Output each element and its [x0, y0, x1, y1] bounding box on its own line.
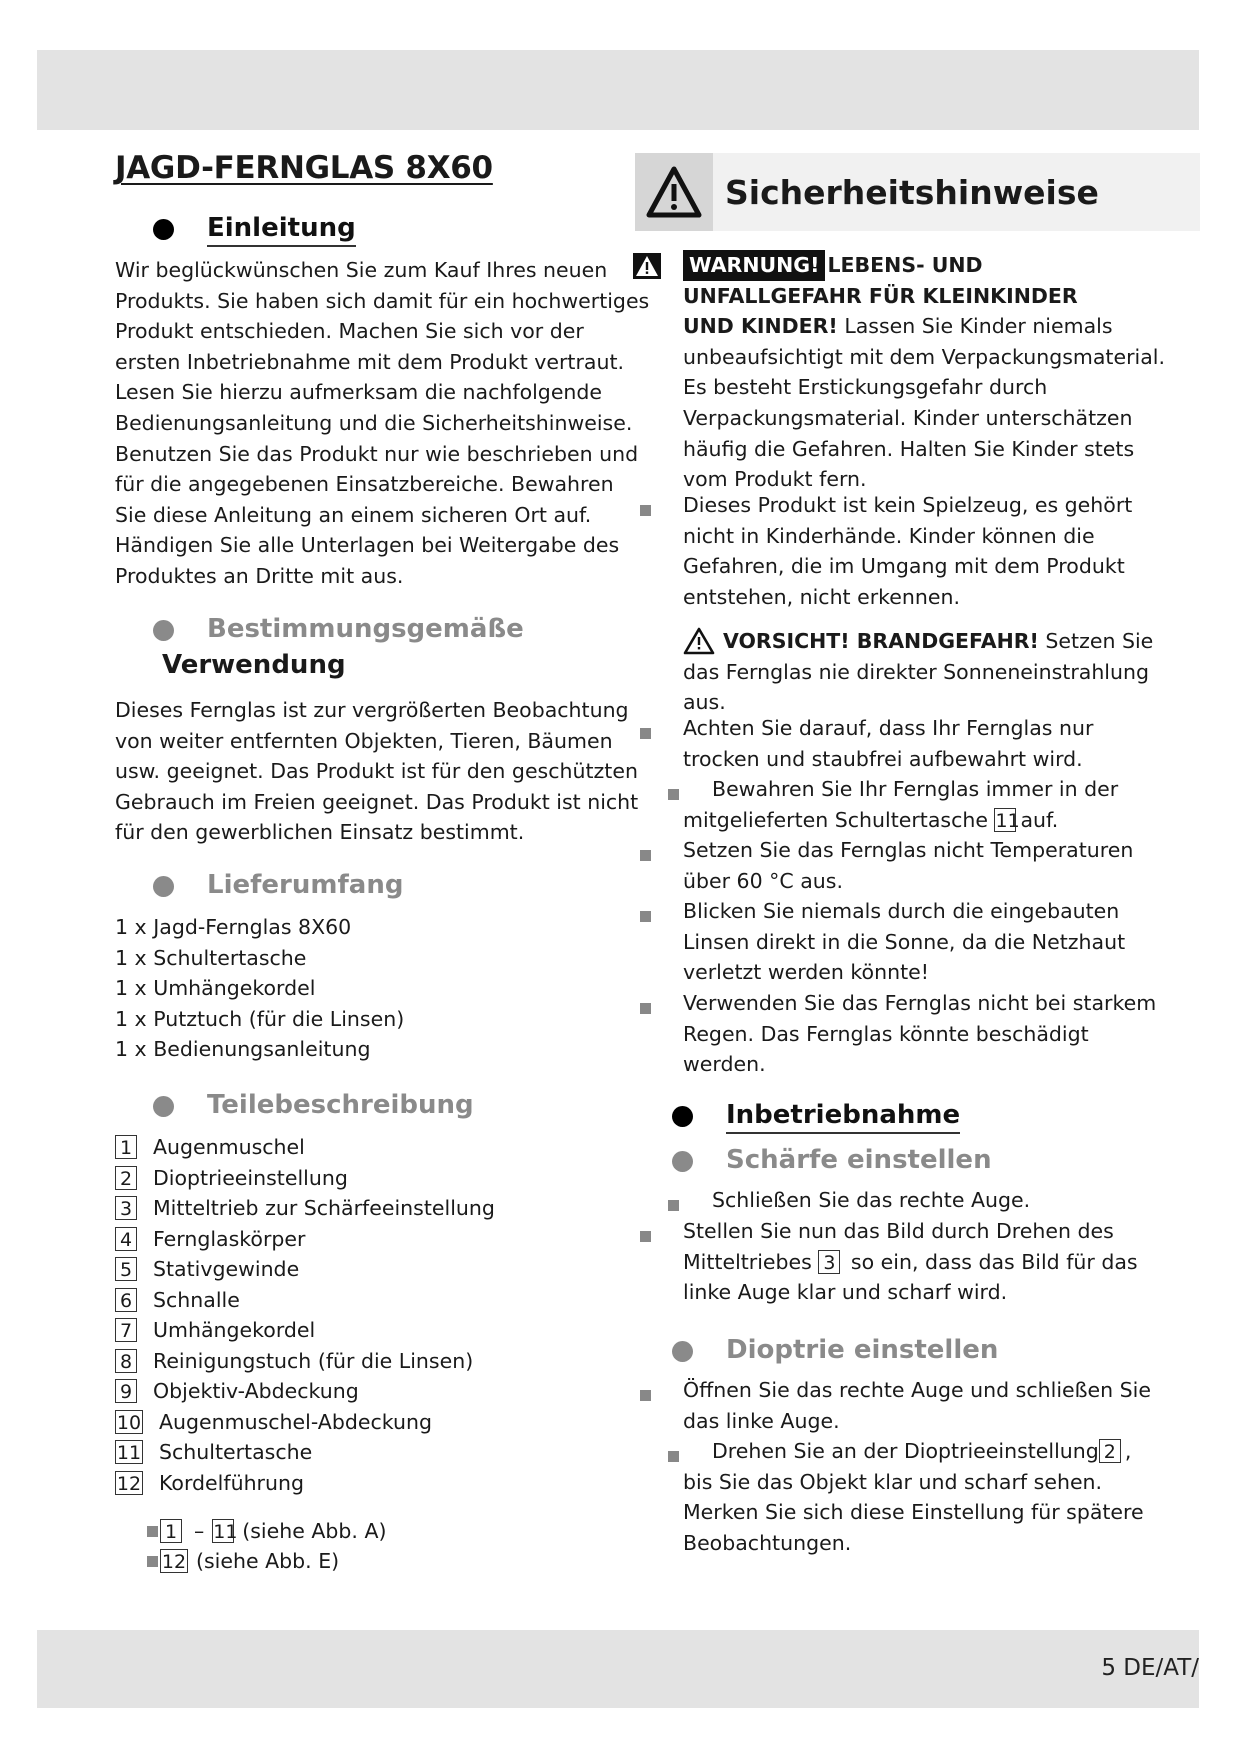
diopter-step-1	[683, 1375, 1183, 1436]
parts-ref-1: 1 – 11 (siehe Abb. A)	[147, 1516, 386, 1547]
footer-band	[37, 1630, 1199, 1708]
square-bullet-icon	[640, 999, 651, 1018]
safety-item-sun	[683, 896, 1183, 988]
part-label: Schultertasche	[159, 1440, 313, 1464]
list-item: 1 x Schultertasche	[115, 945, 307, 970]
focus-step-1: Schließen Sie das rechte Auge.	[712, 1188, 1031, 1212]
part-number: 8	[115, 1349, 137, 1373]
part-number: 5	[115, 1257, 137, 1281]
safety-line: entstehen, nicht erkennen.	[683, 584, 961, 609]
use-line: von weiter entfernten Objekten, Tieren, Bäumen	[115, 728, 613, 753]
safety-line: Verwenden Sie das Fernglas nicht bei starkem	[683, 991, 1157, 1015]
list-item: 1 x Putztuch (für die Linsen)	[115, 1006, 405, 1031]
part-number: 10	[116, 1411, 142, 1434]
part-number: 3	[115, 1196, 137, 1220]
use-line: für den gewerblichen Einsatz bestimmt.	[115, 820, 525, 845]
intro-paragraph	[115, 255, 649, 592]
part-label: Fernglaskörper	[153, 1226, 306, 1251]
part-item	[115, 1346, 495, 1377]
safety-line: Blicken Sie niemals durch die eingebauten	[683, 899, 1120, 923]
square-bullet-icon	[147, 1526, 158, 1537]
warning-small-icon	[633, 253, 661, 279]
part-label: Reinigungstuch (für die Linsen)	[153, 1348, 474, 1373]
diopter-line: Öffnen Sie das rechte Auge und schließen Sie	[683, 1378, 1151, 1402]
part-item	[115, 1437, 495, 1468]
part-item	[115, 1468, 495, 1499]
part-number: 12	[116, 1472, 142, 1495]
bullet-dot-icon	[672, 1341, 693, 1362]
intro-line: Produktes an Dritte mit aus.	[115, 563, 404, 588]
safety-line: werden.	[683, 1052, 766, 1077]
safety-item-storage	[683, 713, 1183, 774]
parts-ref-2: 12 (siehe Abb. E)	[147, 1546, 339, 1577]
diopter-line: Beobachtungen.	[683, 1530, 852, 1555]
part-label: Mitteltrieb zur Schärfeeinstellung	[153, 1196, 495, 1220]
page-number: 5 DE/AT/	[1101, 1655, 1199, 1681]
square-bullet-icon	[640, 501, 651, 520]
bullet-dot-icon	[153, 219, 174, 240]
intro-line: Lesen Sie hierzu aufmerksam die nachfolgende	[115, 380, 603, 405]
part-label: Umhängekordel	[153, 1318, 316, 1342]
square-bullet-icon	[640, 907, 651, 926]
part-label: Stativgewinde	[153, 1257, 300, 1281]
safety-item-temperature	[683, 835, 1183, 896]
caution-triangle-icon	[683, 627, 715, 655]
part-item	[115, 1407, 495, 1438]
part-item	[115, 1254, 495, 1285]
parts-list	[115, 1132, 495, 1498]
diopter-step-2: Drehen Sie an der Dioptrieeinstellung 2 , bis Sie das Objekt klar und scharf sehen. Merken Sie sich diese Einstellung für spätere Beobachtungen.	[683, 1436, 1183, 1558]
use-line: Dieses Fernglas ist zur vergrößerten Beobachtung	[115, 698, 629, 722]
part-number: 1	[115, 1135, 137, 1159]
bullet-dot-icon	[153, 876, 174, 897]
safety-line: Gefahren, die im Umgang mit dem Produkt	[683, 554, 1125, 579]
part-item	[115, 1193, 495, 1224]
section-heading-inbetriebnahme: Inbetriebnahme	[672, 1100, 960, 1134]
part-item	[115, 1163, 495, 1194]
intro-line: ersten Inbetriebnahme mit dem Produkt vertraut.	[115, 349, 625, 374]
warning-line: unbeaufsichtigt mit dem Verpackungsmaterial.	[683, 344, 1165, 369]
part-item	[115, 1224, 495, 1255]
page-title: JAGD-FERNGLAS 8X60	[115, 150, 493, 186]
part-number: 2	[115, 1166, 137, 1190]
part-item	[115, 1132, 495, 1163]
caution-block: VORSICHT! BRANDGEFAHR! Setzen Sie das Fernglas nie direkter Sonneneinstrahlung aus.	[683, 626, 1183, 718]
list-item: 1 x Umhängekordel	[115, 976, 316, 1000]
warning-block: WARNUNG! LEBENS- UND UNFALLGEFAHR FÜR KLEINKINDER UND KINDER! Lassen Sie Kinder niemals unbeaufsichtigt mit dem Verpackungsmaterial. Es besteht Erstickungsgefahr durch Verpackungsmaterial. Kinder unterschätzen häufig die Gefahren. Halten Sie Kinder stets vom Produkt fern.	[683, 250, 1183, 495]
caution-line: das Fernglas nie direkter Sonneneinstrahlung	[683, 659, 1150, 684]
intro-line: Bedienungsanleitung und die Sicherheitshinweise.	[115, 410, 633, 435]
safety-line: Setzen Sie das Fernglas nicht Temperaturen	[683, 838, 1134, 862]
intro-line: Händigen Sie alle Unterlagen bei Weitergabe des	[115, 533, 620, 558]
safety-line: nicht in Kinderhände. Kinder können die	[683, 523, 1095, 548]
part-label: Schnalle	[153, 1287, 240, 1312]
safety-line: trocken und staubfrei aufbewahrt wird.	[683, 746, 1083, 771]
bullet-dot-icon	[672, 1151, 693, 1172]
safety-line: Linsen direkt in die Sonne, da die Netzhaut	[683, 929, 1126, 954]
section-heading-lieferumfang: Lieferumfang	[153, 870, 403, 900]
warning-line: häufig die Gefahren. Halten Sie Kinder stets	[683, 436, 1135, 461]
focus-step-2: Stellen Sie nun das Bild durch Drehen des Mitteltriebes 3 so ein, dass das Bild für das linke Auge klar und scharf wird.	[683, 1219, 1138, 1305]
part-label: Augenmuschel	[153, 1135, 305, 1159]
safety-line: über 60 °C aus.	[683, 868, 843, 893]
intro-line: Wir beglückwünschen Sie zum Kauf Ihres neuen	[115, 258, 608, 282]
header-band	[37, 50, 1199, 130]
safety-line: Dieses Produkt ist kein Spielzeug, es gehört	[683, 493, 1133, 517]
safety-item-rain	[683, 988, 1183, 1080]
part-label: Dioptrieeinstellung	[153, 1165, 348, 1190]
square-bullet-icon	[640, 1386, 651, 1405]
bullet-dot-icon	[672, 1106, 693, 1127]
safety-line: verletzt werden könnte!	[683, 960, 929, 985]
warning-line: Es besteht Erstickungsgefahr durch	[683, 375, 1048, 400]
diopter-line: Merken Sie sich diese Einstellung für spätere	[683, 1500, 1144, 1525]
warning-triangle-icon	[635, 153, 713, 231]
intro-line: Benutzen Sie das Produkt nur wie beschrieben und	[115, 441, 639, 466]
part-number: 7	[115, 1318, 137, 1342]
safety-item-toy	[683, 490, 1183, 612]
safety-item-bag: Bewahren Sie Ihr Fernglas immer in der mitgelieferten Schultertasche 11auf.	[683, 777, 1119, 832]
part-label: Augenmuschel-Abdeckung	[159, 1409, 432, 1434]
use-line: Gebrauch im Freien geeignet. Das Produkt ist nicht	[115, 789, 639, 814]
part-number: 9	[115, 1379, 137, 1403]
list-item: 1 x Bedienungsanleitung	[115, 1037, 371, 1061]
square-bullet-icon	[640, 724, 651, 743]
use-paragraph	[115, 695, 638, 848]
part-number: 11	[116, 1442, 142, 1465]
list-item: 1 x Jagd-Fernglas 8X60	[115, 915, 352, 939]
intro-line: Produkt entschieden. Machen Sie sich vor der	[115, 319, 584, 344]
section-heading-einleitung: Einleitung	[153, 213, 356, 247]
warning-line: vom Produkt fern.	[683, 467, 867, 492]
bullet-dot-icon	[153, 1096, 174, 1117]
safety-line: Achten Sie darauf, dass Ihr Fernglas nur	[683, 716, 1094, 740]
square-bullet-icon	[640, 846, 651, 865]
section-heading-dioptrie: Dioptrie einstellen	[672, 1335, 998, 1365]
safety-heading: Sicherheitshinweise	[725, 173, 1099, 212]
part-number: 6	[115, 1288, 137, 1312]
square-bullet-icon	[668, 1447, 679, 1466]
part-item	[115, 1315, 495, 1346]
diopter-line: bis Sie das Objekt klar und scharf sehen.	[683, 1469, 1103, 1494]
intro-line: Sie diese Anleitung an einem sicheren Ort auf.	[115, 502, 592, 527]
warning-tag: WARNUNG!	[683, 250, 825, 281]
square-bullet-icon	[147, 1556, 158, 1567]
safety-line: Regen. Das Fernglas könnte beschädigt	[683, 1021, 1089, 1046]
section-heading-verwendung: Bestimmungsgemäße	[153, 614, 524, 644]
bullet-dot-icon	[153, 620, 174, 641]
section-heading-schaerfe: Schärfe einstellen	[672, 1145, 992, 1175]
intro-line: für die angegebenen Einsatzbereiche. Bewahren	[115, 472, 614, 497]
part-label: Kordelführung	[159, 1470, 304, 1495]
square-bullet-icon	[668, 785, 679, 804]
use-line: usw. geeignet. Das Produkt ist für den geschützten	[115, 759, 638, 784]
section-heading-teile: Teilebeschreibung	[153, 1090, 474, 1120]
diopter-line: das linke Auge.	[683, 1408, 840, 1433]
caution-line: aus.	[683, 690, 726, 715]
part-item	[115, 1376, 495, 1407]
part-label: Objektiv-Abdeckung	[153, 1379, 359, 1403]
square-bullet-icon	[640, 1227, 651, 1246]
part-number: 4	[115, 1227, 137, 1251]
square-bullet-icon	[668, 1196, 679, 1215]
scope-list	[115, 912, 404, 1065]
section-heading-verwendung-2: Verwendung	[162, 650, 346, 680]
warning-line: Verpackungsmaterial. Kinder unterschätzen	[683, 405, 1133, 430]
intro-line: Produkts. Sie haben sich damit für ein hochwertiges	[115, 288, 650, 313]
part-item	[115, 1285, 495, 1316]
